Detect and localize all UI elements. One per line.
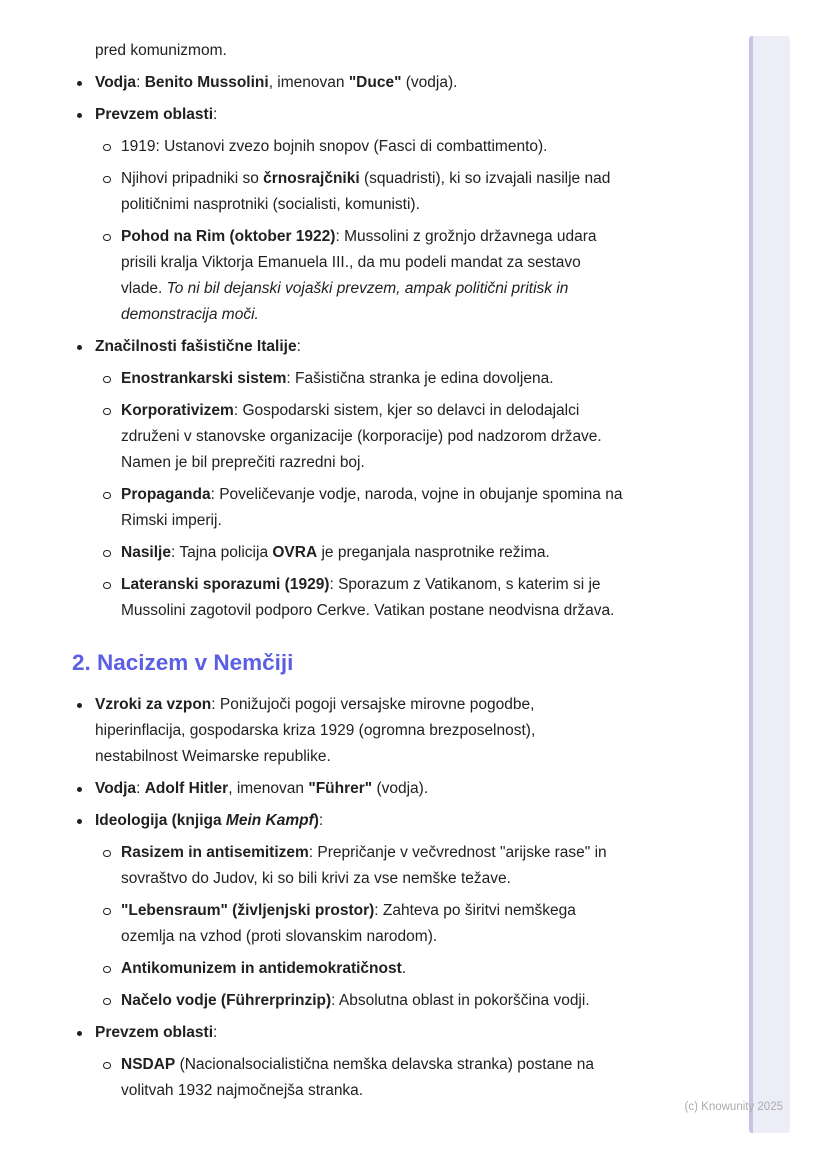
bullet-item [0,70,828,96]
text-run: : [136,780,145,797]
bullet-dot-icon [77,819,82,824]
text-run: Korporativizem [121,402,234,419]
text-run: Ideologija (knjiga [95,812,226,829]
circle-bullet-icon [103,582,111,590]
sub-bullet-item [0,840,828,892]
text-run: Antikomunizem in antidemokratičnost [121,960,402,977]
text-run: : Prepričanje v večvrednost "arijske rase" in [308,844,607,861]
text-run: pred komunizmom. [95,42,227,59]
sub-bullet-item [0,482,828,534]
text-line [121,398,828,424]
text-line [121,134,828,160]
text-line [121,956,828,982]
circle-bullet-icon [103,1062,111,1070]
text-line [95,1020,828,1046]
text-line [95,776,828,802]
bullet-item [0,334,828,360]
sub-bullet-item [0,540,828,566]
bullet-dot-icon [77,113,82,118]
text-run: Benito Mussolini [144,74,269,91]
text-run: volitvah 1932 najmočnejša stranka. [121,1082,364,1099]
bullet-dot-icon [77,703,82,708]
text-run: OVRA [272,544,318,561]
text-line [95,334,828,360]
text-line [121,598,828,624]
text-run: , imenovan [228,780,309,797]
sub-bullet-item [0,956,828,982]
text-run: (vodja). [401,74,458,91]
text-line [121,424,828,450]
text-run: : Mussolini z grožnjo državnega udara [335,228,597,245]
text-line [95,692,828,718]
text-line [121,276,828,302]
text-run: Prevzem oblasti [95,106,214,123]
sub-bullet-item [0,398,828,476]
sub-bullet-item [0,366,828,392]
text-run: vlade. [121,280,167,297]
text-line [72,648,828,678]
text-run: političnimi nasprotniki (socialisti, komunisti). [121,196,420,213]
text-run: : [213,1024,218,1041]
text-run: združeni v stanovske organizacije (korporacije) pod nadzorom države. [121,428,602,445]
sub-bullet-item [0,572,828,624]
text-run: Vodja [95,780,137,797]
text-run: : Tajna policija [170,544,273,561]
text-line [121,866,828,892]
text-run: "Lebensraum" (življenjski prostor) [121,902,375,919]
text-line [95,744,828,770]
text-run: Njihovi pripadniki so [121,170,264,187]
bullet-item [0,808,828,834]
text-line [121,450,828,476]
bullet-item [0,1020,828,1046]
text-line [121,840,828,866]
text-run: ) [313,812,319,829]
text-run: : Zahteva po širitvi nemškega [374,902,576,919]
circle-bullet-icon [103,966,111,974]
circle-bullet-icon [103,850,111,858]
text-run: . [401,960,407,977]
bullet-dot-icon [77,787,82,792]
text-run: (vodja). [372,780,429,797]
text-run: demonstracija moči. [121,306,259,323]
bullet-dot-icon [77,345,82,350]
text-run: "Führer" [308,780,373,797]
text-run: Namen je bil preprečiti razredni boj. [121,454,365,471]
text-run: 1919: Ustanovi zvezo bojnih snopov (Fasci di combattimento). [121,138,548,155]
text-line [121,572,828,598]
text-run: "Duce" [348,74,402,91]
text-run: Lateranski sporazumi (1929) [121,576,330,593]
bullet-dot-icon [77,81,82,86]
text-run: nestabilnost Weimarske republike. [95,748,331,765]
bullet-item [0,692,828,770]
text-run: Nasilje [121,544,171,561]
sub-bullet-item [0,1052,828,1104]
text-run: : Sporazum z Vatikanom, s katerim si je [329,576,601,593]
bullet-item [0,776,828,802]
text-line [121,224,828,250]
text-line [121,924,828,950]
circle-bullet-icon [103,176,111,184]
text-line [121,898,828,924]
text-run: : [136,74,145,91]
circle-bullet-icon [103,144,111,152]
text-run: (squadristi), ki so izvajali nasilje nad [359,170,611,187]
text-line [121,482,828,508]
text-run: To ni bil dejanski vojaški prevzem, ampak politični pritisk in [166,280,569,297]
section-heading [0,648,828,678]
text-line [121,540,828,566]
text-line [121,302,828,328]
text-run: sovraštvo do Judov, ki so bili krivi za vse nemške težave. [121,870,511,887]
text-run: NSDAP [121,1056,176,1073]
sub-bullet-item [0,988,828,1014]
text-line [95,718,828,744]
text-line [121,366,828,392]
text-run: , imenovan [268,74,349,91]
circle-bullet-icon [103,234,111,242]
text-line [121,1052,828,1078]
text-run: črnosrajčniki [263,170,360,187]
text-run: Adolf Hitler [144,780,229,797]
text-run: Prevzem oblasti [95,1024,214,1041]
text-run: Propaganda [121,486,211,503]
circle-bullet-icon [103,492,111,500]
text-run: (Nacionalsocialistična nemška delavska stranka) postane na [175,1056,594,1073]
text-run: ozemlja na vzhod (proti slovanskim narodom). [121,928,438,945]
text-line [95,102,828,128]
text-line [95,38,828,64]
text-line [121,508,828,534]
sub-bullet-item [0,898,828,950]
text-run: Vzroki za vzpon [95,696,212,713]
text-run: prisili kralja Viktorja Emanuela III., da mu podeli mandat za sestavo [121,254,581,271]
text-run: : [296,338,301,355]
sub-bullet-item [0,166,828,218]
text-line [95,808,828,834]
text-run: hiperinflacija, gospodarska kriza 1929 (ogromna brezposelnost), [95,722,536,739]
bullet-dot-icon [77,1031,82,1036]
text-run: Rimski imperij. [121,512,222,529]
circle-bullet-icon [103,550,111,558]
circle-bullet-icon [103,908,111,916]
paragraph [0,38,828,64]
text-line [121,166,828,192]
text-run: : Ponižujoči pogoji versajske mirovne pogodbe, [211,696,535,713]
copyright-notice: (c) Knowunity 2025 [684,1101,783,1113]
text-run: 2. Nacizem v Nemčiji [72,650,294,675]
circle-bullet-icon [103,408,111,416]
sub-bullet-item [0,134,828,160]
text-run: : Poveličevanje vodje, naroda, vojne in obujanje spomina na [210,486,623,503]
text-run: Značilnosti fašistične Italije [95,338,297,355]
text-run: : Gospodarski sistem, kjer so delavci in delodajalci [233,402,580,419]
text-run: : Fašistična stranka je edina dovoljena. [286,370,554,387]
text-run: Mussolini zagotovil podporo Cerkve. Vatikan postane neodvisna država. [121,602,615,619]
text-run: je preganjala nasprotnike režima. [317,544,550,561]
text-run: Mein Kampf [225,812,314,829]
circle-bullet-icon [103,998,111,1006]
text-line [121,192,828,218]
text-line [121,250,828,276]
text-run: Vodja [95,74,137,91]
text-line [95,70,828,96]
text-run: : Absolutna oblast in pokorščina vodji. [331,992,590,1009]
text-run: : [213,106,218,123]
text-run: Pohod na Rim (oktober 1922) [121,228,336,245]
bullet-item [0,102,828,128]
sub-bullet-item [0,224,828,328]
text-run: Rasizem in antisemitizem [121,844,309,861]
text-run: Načelo vodje (Führerprinzip) [121,992,332,1009]
circle-bullet-icon [103,376,111,384]
text-line [121,988,828,1014]
text-run: : [318,812,324,829]
text-run: Enostrankarski sistem [121,370,287,387]
